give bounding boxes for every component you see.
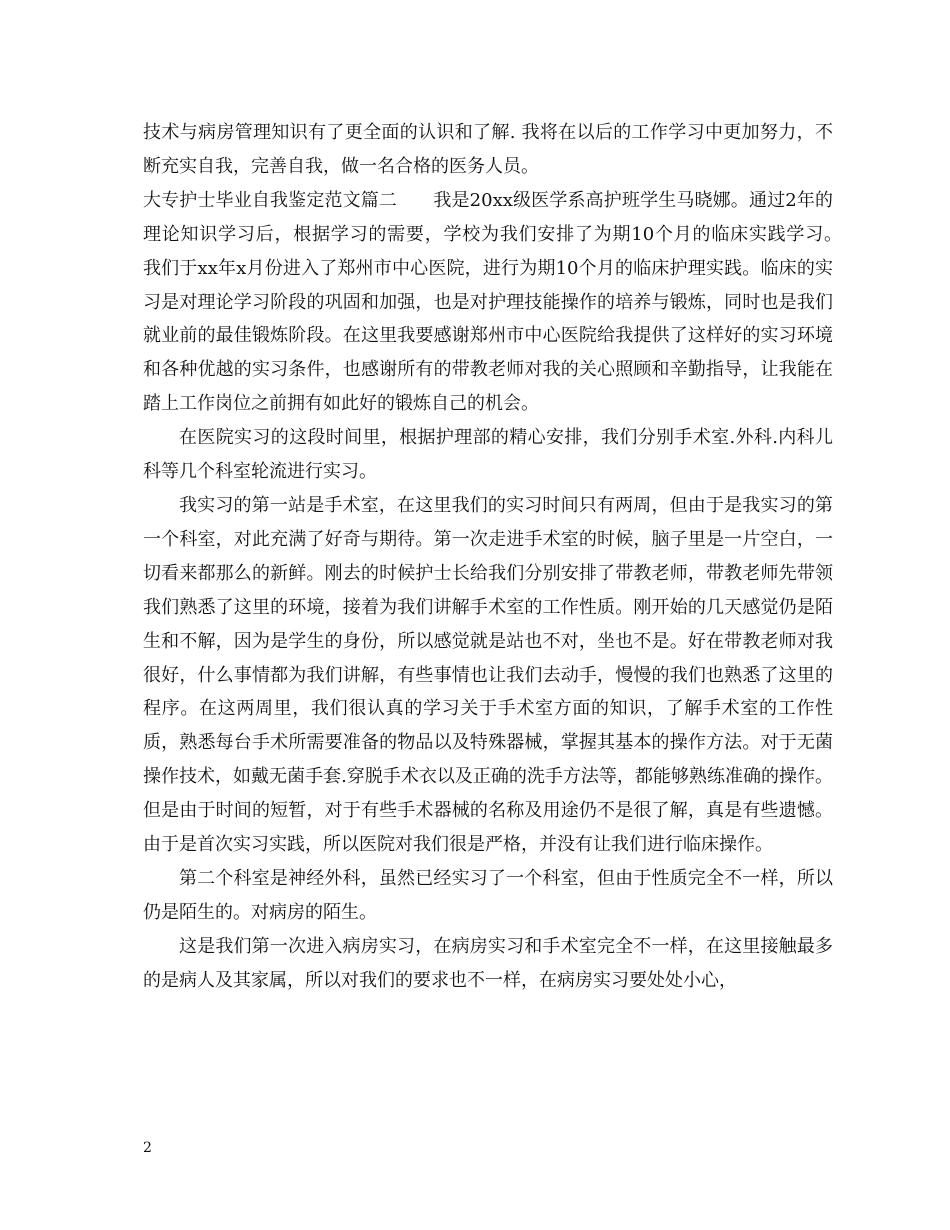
paragraph: 这是我们第一次进入病房实习，在病房实习和手术室完全不一样，在这里接触最多的是病人及其家属，所以对我们的要求也不一样，在病房实习要处处小心， <box>143 935 833 991</box>
paragraph: 我实习的第一站是手术室，在这里我们的实习时间只有两周，但由于是我实习的第一个科室，对此充满了好奇与期待。第一次走进手术室的时候，脑子里是一片空白，一切看来都那么的新鲜。刚去的时候护士长给我们分别安排了带教老师，带教老师先带领我们熟悉了这里的环境，接着为我们讲解手术室的工作性质。刚开始的几天感觉仍是陌生和不解，因为是学生的身份，所以感觉就是站也不对，坐也不是。好在带教老师对我很好，什么事情都为我们讲解，有些事情也让我们去动手，慢慢的我们也熟悉了这里的程序。在这两周里，我们很认真的学习关于手术室方面的知识，了解手术室的工作性质，熟悉每台手术所需要准备的物品以及特殊器械，掌握其基本的操作方法。对于无菌操作技术，如戴无菌手套.穿脱手术衣以及正确的洗手方法等，都能够熟练准确的操作。但是由于时间的短暂，对于有些手术器械的名称及用途仍不是很了解，真是有些遗憾。由于是首次实习实践，所以医院对我们很是严格，并没有让我们进行临床操作。 <box>143 494 833 856</box>
body-text <box>143 116 851 998</box>
paragraph: 在医院实习的这段时间里，根据护理部的精心安排，我们分别手术室.外科.内科儿科等几个科室轮流进行实习。 <box>143 427 833 483</box>
paragraph: 第二个科室是神经外科，虽然已经实习了一个科室，但由于性质完全不一样，所以仍是陌生的。对病房的陌生。 <box>143 867 833 923</box>
page-number: 2 <box>143 1140 152 1156</box>
paragraph: 技术与病房管理知识有了更全面的认识和了解. 我将在以后的工作学习中更加努力，不断充实自我，完善自我，做一名合格的医务人员。 <box>143 122 833 177</box>
paragraph: 大专护士毕业自我鉴定范文篇二 我是20xx级医学系高护班学生马晓娜。通过2年的理论知识学习后，根据学习的需要，学校为我们安排了为期10个月的临床实践学习。 我们于xx年x月份进入了郑州市中心医院，进行为期10个月的临床护理实践。临床的实习是对理论学习阶段的巩固和加强，也是对护理技能操作的培养与锻炼，同时也是我们就业前的最佳锻炼阶段。在这里我要感谢郑州市中心医院给我提供了这样好的实习环境和各种优越的实习条件，也感谢所有的带教老师对我的关心照顾和辛勤指导，让我能在踏上工作岗位之前拥有如此好的锻炼自己的机会。 <box>143 189 851 415</box>
